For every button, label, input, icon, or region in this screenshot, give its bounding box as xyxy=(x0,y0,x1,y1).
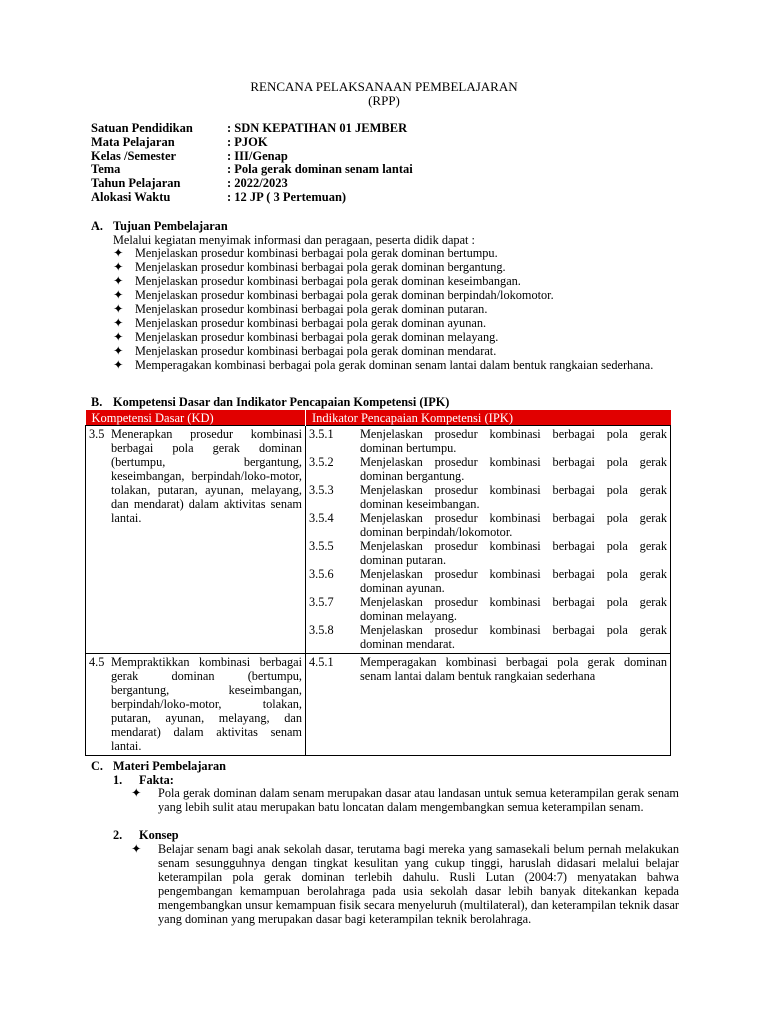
identity-label: Kelas /Semester xyxy=(91,148,177,163)
ipk-item: 3.5.5 Menjelaskan prosedur kombinasi berbagai pola gerak dominan putaran. xyxy=(309,539,667,567)
identity-value: : SDN KEPATIHAN 01 JEMBER xyxy=(227,121,408,135)
ipk-item: 3.5.2 Menjelaskan prosedur kombinasi berbagai pola gerak dominan bergantung. xyxy=(309,455,667,483)
section-c-heading xyxy=(91,759,226,773)
ipk-item: 3.5.8 Menjelaskan prosedur kombinasi berbagai pola gerak dominan mendarat. xyxy=(309,623,667,651)
list-item: ✦ Pola gerak dominan dalam senam merupakan dasar atau landasan untuk semua keterampilan gerak senam yang lebih sulit atau merupakan batu loncatan dalam mengembangkan semua keterampilan senam. xyxy=(131,786,679,814)
list-item: ✦ Memperagakan kombinasi berbagai pola gerak dominan senam lantai dalam bentuk rangkaian sederhana. xyxy=(113,358,654,372)
kd-cell xyxy=(86,426,306,654)
document-subtitle: (RPP) xyxy=(368,93,400,108)
identity-row-mapel xyxy=(91,135,691,149)
identity-label: Mata Pelajaran xyxy=(91,134,175,149)
identity-row-tema xyxy=(91,162,691,176)
identity-value: : Pola gerak dominan senam lantai xyxy=(227,162,413,177)
column-header-kd: Kompetensi Dasar (KD) xyxy=(86,410,306,426)
kd-number: 4.5 xyxy=(89,655,105,669)
identity-value: : 12 JP ( 3 Pertemuan) xyxy=(227,189,347,204)
table-row xyxy=(86,654,671,756)
objective-list xyxy=(113,246,679,372)
identity-value: : PJOK xyxy=(227,134,268,149)
column-header-ipk: Indikator Pencapaian Kompetensi (IPK) xyxy=(306,410,671,426)
subsection-konsep: 2. Konsep xyxy=(113,828,179,842)
ipk-item: 3.5.7 Menjelaskan prosedur kombinasi berbagai pola gerak dominan melayang. xyxy=(309,595,667,623)
bullet-icon: ✦ xyxy=(113,330,124,344)
table-header-row xyxy=(86,410,671,426)
bullet-icon: ✦ xyxy=(113,316,124,330)
ipk-item: 3.5.6 Menjelaskan prosedur kombinasi berbagai pola gerak dominan ayunan. xyxy=(309,567,667,595)
table-row xyxy=(86,426,671,654)
kd-text: Mempraktikkan kombinasi berbagai gerak dominan (bertumpu, bergantung, keseimbangan, berpindah/loko-motor, tolakan, putaran, ayunan, melayang, dan mendarat) dalam aktivitas senam lantai. xyxy=(111,655,302,753)
kd-cell xyxy=(86,654,306,756)
list-item: ✦ Menjelaskan prosedur kombinasi berbagai pola gerak dominan mendarat. xyxy=(113,344,497,358)
list-item: ✦ Menjelaskan prosedur kombinasi berbagai pola gerak dominan melayang. xyxy=(113,330,499,344)
identity-label: Tema xyxy=(91,162,121,177)
bullet-icon: ✦ xyxy=(113,358,124,372)
identity-row-satuan xyxy=(91,121,691,135)
identity-label: Tahun Pelajaran xyxy=(91,176,181,191)
bullet-icon: ✦ xyxy=(131,842,142,856)
section-a-intro: Melalui kegiatan menyimak informasi dan peragaan, peserta didik dapat : xyxy=(113,233,475,247)
competency-table xyxy=(85,410,671,756)
subsection-fakta: 1. Fakta: xyxy=(113,773,174,787)
list-item: ✦ Menjelaskan prosedur kombinasi berbagai pola gerak dominan putaran. xyxy=(113,302,488,316)
kd-number: 3.5 xyxy=(89,427,105,441)
section-letter: B. xyxy=(91,395,103,409)
bullet-icon: ✦ xyxy=(113,260,124,274)
list-item: ✦ Menjelaskan prosedur kombinasi berbagai pola gerak dominan bergantung. xyxy=(113,260,506,274)
identity-value: : 2022/2023 xyxy=(227,176,288,191)
list-item: ✦ Belajar senam bagi anak sekolah dasar, terutama bagi mereka yang samasekali belum pernah melakukan senam sesungguhnya dengan tingkat kesulitan yang cukup tinggi, haruslah didasari melalui belajar keterampilan pola gerak dominan terlebih dahulu. Rusli Lutan (2004:7) menyatakan bahwa pengembangan kemampuan berolahraga pada usia sekolah dasar lebih banyak ditekankan kepada mengembangkan unsur kemampuan fisik secara menyeluruh (multilateral), dan keterampilan teknik dasar yang dominan yang merupakan dasar bagi keterampilan teknik berolahraga. xyxy=(131,842,679,926)
list-item: ✦ Menjelaskan prosedur kombinasi berbagai pola gerak dominan berpindah/lokomotor. xyxy=(113,288,554,302)
ipk-item: 3.5.4 Menjelaskan prosedur kombinasi berbagai pola gerak dominan berpindah/lokomotor. xyxy=(309,511,667,539)
section-title: Tujuan Pembelajaran xyxy=(113,219,228,233)
identity-label: Satuan Pendidikan xyxy=(91,121,193,135)
section-b-heading xyxy=(91,395,449,409)
section-title: Kompetensi Dasar dan Indikator Pencapaian Kompetensi (IPK) xyxy=(113,395,450,409)
identity-value: : III/Genap xyxy=(227,148,288,163)
identity-block xyxy=(91,121,691,204)
bullet-icon: ✦ xyxy=(113,274,124,288)
ipk-item: 3.5.1 Menjelaskan prosedur kombinasi berbagai pola gerak dominan bertumpu. xyxy=(309,427,667,455)
ipk-cell xyxy=(306,426,671,654)
ipk-item: 3.5.3 Menjelaskan prosedur kombinasi berbagai pola gerak dominan keseimbangan. xyxy=(309,483,667,511)
section-title: Materi Pembelajaran xyxy=(113,759,227,773)
document-title: RENCANA PELAKSANAAN PEMBELAJARAN xyxy=(250,79,518,94)
bullet-icon: ✦ xyxy=(113,246,124,260)
ipk-item: 4.5.1 Memperagakan kombinasi berbagai pola gerak dominan senam lantai dalam bentuk rangkaian sederhana xyxy=(309,655,667,683)
identity-label: Alokasi Waktu xyxy=(91,189,171,204)
bullet-icon: ✦ xyxy=(113,344,124,358)
identity-row-tahun xyxy=(91,176,691,190)
konsep-paragraph xyxy=(131,842,679,926)
bullet-icon: ✦ xyxy=(131,786,142,800)
identity-row-kelas xyxy=(91,149,691,163)
list-item: ✦ Menjelaskan prosedur kombinasi berbagai pola gerak dominan keseimbangan. xyxy=(113,274,521,288)
identity-row-alokasi xyxy=(91,190,691,204)
section-a-heading xyxy=(91,219,228,233)
list-item: ✦ Menjelaskan prosedur kombinasi berbagai pola gerak dominan bertumpu. xyxy=(113,246,498,260)
bullet-icon: ✦ xyxy=(113,288,124,302)
section-letter: C. xyxy=(91,759,103,773)
list-item: ✦ Menjelaskan prosedur kombinasi berbagai pola gerak dominan ayunan. xyxy=(113,316,487,330)
bullet-icon: ✦ xyxy=(113,302,124,316)
ipk-cell xyxy=(306,654,671,756)
fakta-paragraph xyxy=(131,786,679,814)
kd-text: Menerapkan prosedur kombinasi berbagai pola gerak dominan (bertumpu, bergantung, keseimbangan, berpindah/loko-motor, tolakan, putaran, ayunan, melayang, dan mendarat) dalam aktivitas senam lantai. xyxy=(111,427,302,525)
section-letter: A. xyxy=(91,219,103,233)
